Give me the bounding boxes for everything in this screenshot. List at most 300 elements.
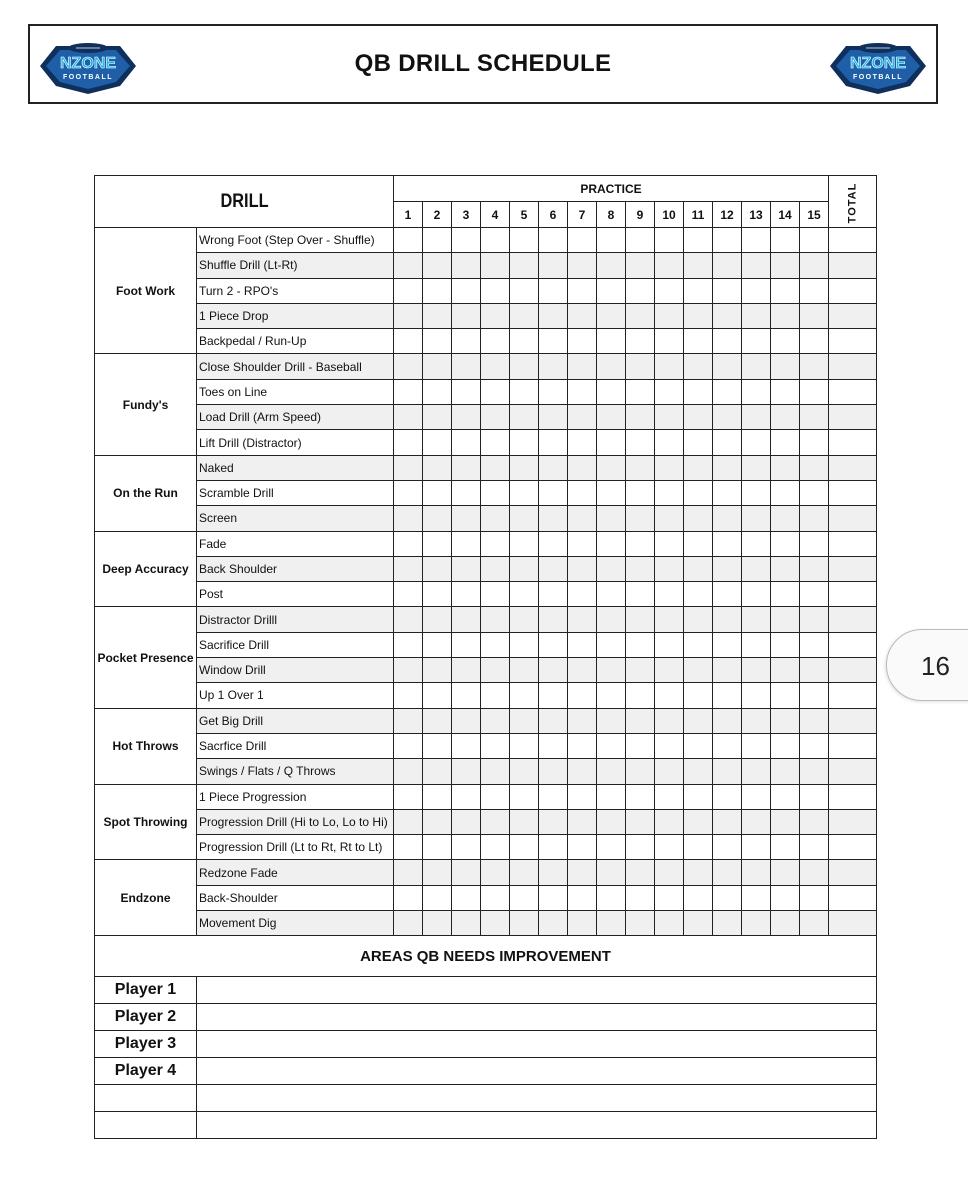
practice-check-cell[interactable]: [713, 632, 742, 657]
practice-check-cell[interactable]: [539, 582, 568, 607]
practice-check-cell[interactable]: [684, 632, 713, 657]
practice-check-cell[interactable]: [800, 809, 829, 834]
practice-check-cell[interactable]: [684, 582, 713, 607]
practice-check-cell[interactable]: [742, 379, 771, 404]
practice-check-cell[interactable]: [800, 228, 829, 253]
practice-check-cell[interactable]: [568, 632, 597, 657]
practice-check-cell[interactable]: [655, 455, 684, 480]
practice-check-cell[interactable]: [423, 480, 452, 505]
practice-check-cell[interactable]: [800, 632, 829, 657]
practice-check-cell[interactable]: [539, 809, 568, 834]
practice-check-cell[interactable]: [423, 835, 452, 860]
total-cell[interactable]: [829, 303, 877, 328]
practice-check-cell[interactable]: [539, 430, 568, 455]
practice-check-cell[interactable]: [800, 278, 829, 303]
practice-check-cell[interactable]: [655, 632, 684, 657]
practice-check-cell[interactable]: [481, 759, 510, 784]
total-cell[interactable]: [829, 607, 877, 632]
practice-check-cell[interactable]: [655, 835, 684, 860]
practice-check-cell[interactable]: [510, 506, 539, 531]
practice-check-cell[interactable]: [684, 784, 713, 809]
total-cell[interactable]: [829, 430, 877, 455]
practice-check-cell[interactable]: [510, 708, 539, 733]
practice-check-cell[interactable]: [800, 379, 829, 404]
practice-check-cell[interactable]: [684, 480, 713, 505]
practice-check-cell[interactable]: [394, 835, 423, 860]
practice-check-cell[interactable]: [481, 253, 510, 278]
practice-check-cell[interactable]: [568, 911, 597, 936]
practice-check-cell[interactable]: [423, 683, 452, 708]
practice-check-cell[interactable]: [655, 430, 684, 455]
improvement-notes-field[interactable]: [197, 977, 877, 1004]
practice-check-cell[interactable]: [626, 885, 655, 910]
practice-check-cell[interactable]: [684, 455, 713, 480]
total-cell[interactable]: [829, 329, 877, 354]
practice-check-cell[interactable]: [539, 607, 568, 632]
practice-check-cell[interactable]: [771, 759, 800, 784]
practice-check-cell[interactable]: [742, 506, 771, 531]
practice-check-cell[interactable]: [510, 911, 539, 936]
practice-check-cell[interactable]: [771, 455, 800, 480]
practice-check-cell[interactable]: [510, 784, 539, 809]
practice-check-cell[interactable]: [597, 556, 626, 581]
practice-check-cell[interactable]: [597, 455, 626, 480]
practice-check-cell[interactable]: [800, 658, 829, 683]
practice-check-cell[interactable]: [626, 253, 655, 278]
practice-check-cell[interactable]: [655, 531, 684, 556]
practice-check-cell[interactable]: [742, 683, 771, 708]
practice-check-cell[interactable]: [394, 253, 423, 278]
practice-check-cell[interactable]: [684, 683, 713, 708]
practice-check-cell[interactable]: [684, 759, 713, 784]
practice-check-cell[interactable]: [510, 658, 539, 683]
practice-check-cell[interactable]: [713, 228, 742, 253]
practice-check-cell[interactable]: [452, 303, 481, 328]
practice-check-cell[interactable]: [626, 835, 655, 860]
practice-check-cell[interactable]: [568, 708, 597, 733]
practice-check-cell[interactable]: [481, 733, 510, 758]
practice-check-cell[interactable]: [800, 911, 829, 936]
practice-check-cell[interactable]: [539, 253, 568, 278]
practice-check-cell[interactable]: [394, 430, 423, 455]
practice-check-cell[interactable]: [452, 708, 481, 733]
practice-check-cell[interactable]: [771, 708, 800, 733]
practice-check-cell[interactable]: [655, 582, 684, 607]
practice-check-cell[interactable]: [800, 480, 829, 505]
practice-check-cell[interactable]: [655, 556, 684, 581]
practice-check-cell[interactable]: [626, 708, 655, 733]
practice-check-cell[interactable]: [742, 329, 771, 354]
total-cell[interactable]: [829, 354, 877, 379]
practice-check-cell[interactable]: [423, 405, 452, 430]
practice-check-cell[interactable]: [394, 556, 423, 581]
practice-check-cell[interactable]: [568, 784, 597, 809]
practice-check-cell[interactable]: [481, 632, 510, 657]
practice-check-cell[interactable]: [713, 303, 742, 328]
practice-check-cell[interactable]: [713, 784, 742, 809]
total-cell[interactable]: [829, 708, 877, 733]
practice-check-cell[interactable]: [684, 658, 713, 683]
practice-check-cell[interactable]: [597, 632, 626, 657]
practice-check-cell[interactable]: [423, 759, 452, 784]
practice-check-cell[interactable]: [597, 658, 626, 683]
practice-check-cell[interactable]: [423, 531, 452, 556]
total-cell[interactable]: [829, 379, 877, 404]
practice-check-cell[interactable]: [394, 531, 423, 556]
practice-check-cell[interactable]: [597, 708, 626, 733]
practice-check-cell[interactable]: [481, 683, 510, 708]
practice-check-cell[interactable]: [713, 683, 742, 708]
practice-check-cell[interactable]: [771, 885, 800, 910]
practice-check-cell[interactable]: [742, 556, 771, 581]
practice-check-cell[interactable]: [713, 885, 742, 910]
practice-check-cell[interactable]: [510, 379, 539, 404]
practice-check-cell[interactable]: [510, 354, 539, 379]
practice-check-cell[interactable]: [510, 253, 539, 278]
practice-check-cell[interactable]: [539, 278, 568, 303]
practice-check-cell[interactable]: [626, 632, 655, 657]
total-cell[interactable]: [829, 582, 877, 607]
improvement-notes-field[interactable]: [197, 1085, 877, 1112]
practice-check-cell[interactable]: [742, 228, 771, 253]
practice-check-cell[interactable]: [481, 455, 510, 480]
practice-check-cell[interactable]: [568, 658, 597, 683]
practice-check-cell[interactable]: [655, 506, 684, 531]
practice-check-cell[interactable]: [742, 480, 771, 505]
practice-check-cell[interactable]: [568, 531, 597, 556]
practice-check-cell[interactable]: [655, 329, 684, 354]
practice-check-cell[interactable]: [539, 480, 568, 505]
practice-check-cell[interactable]: [597, 354, 626, 379]
practice-check-cell[interactable]: [510, 632, 539, 657]
practice-check-cell[interactable]: [510, 835, 539, 860]
practice-check-cell[interactable]: [394, 885, 423, 910]
practice-check-cell[interactable]: [510, 582, 539, 607]
practice-check-cell[interactable]: [481, 784, 510, 809]
practice-check-cell[interactable]: [423, 809, 452, 834]
practice-check-cell[interactable]: [423, 228, 452, 253]
practice-check-cell[interactable]: [394, 379, 423, 404]
practice-check-cell[interactable]: [394, 809, 423, 834]
practice-check-cell[interactable]: [771, 582, 800, 607]
practice-check-cell[interactable]: [713, 607, 742, 632]
practice-check-cell[interactable]: [539, 759, 568, 784]
practice-check-cell[interactable]: [800, 708, 829, 733]
practice-check-cell[interactable]: [568, 759, 597, 784]
practice-check-cell[interactable]: [655, 253, 684, 278]
practice-check-cell[interactable]: [423, 556, 452, 581]
practice-check-cell[interactable]: [423, 885, 452, 910]
practice-check-cell[interactable]: [539, 531, 568, 556]
practice-check-cell[interactable]: [684, 708, 713, 733]
practice-check-cell[interactable]: [713, 506, 742, 531]
practice-check-cell[interactable]: [713, 354, 742, 379]
practice-check-cell[interactable]: [713, 658, 742, 683]
practice-check-cell[interactable]: [597, 860, 626, 885]
practice-check-cell[interactable]: [423, 658, 452, 683]
practice-check-cell[interactable]: [423, 506, 452, 531]
practice-check-cell[interactable]: [568, 506, 597, 531]
improvement-notes-field[interactable]: [197, 1004, 877, 1031]
practice-check-cell[interactable]: [626, 658, 655, 683]
practice-check-cell[interactable]: [742, 531, 771, 556]
practice-check-cell[interactable]: [481, 278, 510, 303]
practice-check-cell[interactable]: [568, 885, 597, 910]
practice-check-cell[interactable]: [481, 860, 510, 885]
practice-check-cell[interactable]: [597, 303, 626, 328]
practice-check-cell[interactable]: [510, 329, 539, 354]
practice-check-cell[interactable]: [684, 607, 713, 632]
practice-check-cell[interactable]: [452, 506, 481, 531]
practice-check-cell[interactable]: [568, 228, 597, 253]
total-cell[interactable]: [829, 480, 877, 505]
practice-check-cell[interactable]: [655, 658, 684, 683]
practice-check-cell[interactable]: [800, 303, 829, 328]
practice-check-cell[interactable]: [626, 303, 655, 328]
practice-check-cell[interactable]: [626, 784, 655, 809]
practice-check-cell[interactable]: [742, 253, 771, 278]
practice-check-cell[interactable]: [423, 329, 452, 354]
practice-check-cell[interactable]: [481, 303, 510, 328]
practice-check-cell[interactable]: [597, 784, 626, 809]
practice-check-cell[interactable]: [539, 329, 568, 354]
practice-check-cell[interactable]: [626, 379, 655, 404]
practice-check-cell[interactable]: [713, 911, 742, 936]
practice-check-cell[interactable]: [568, 329, 597, 354]
practice-check-cell[interactable]: [713, 379, 742, 404]
practice-check-cell[interactable]: [626, 809, 655, 834]
practice-check-cell[interactable]: [800, 455, 829, 480]
practice-check-cell[interactable]: [771, 607, 800, 632]
practice-check-cell[interactable]: [568, 860, 597, 885]
practice-check-cell[interactable]: [626, 683, 655, 708]
practice-check-cell[interactable]: [481, 228, 510, 253]
total-cell[interactable]: [829, 632, 877, 657]
practice-check-cell[interactable]: [481, 480, 510, 505]
practice-check-cell[interactable]: [539, 455, 568, 480]
practice-check-cell[interactable]: [452, 455, 481, 480]
practice-check-cell[interactable]: [800, 430, 829, 455]
practice-check-cell[interactable]: [568, 278, 597, 303]
practice-check-cell[interactable]: [452, 835, 481, 860]
practice-check-cell[interactable]: [713, 531, 742, 556]
practice-check-cell[interactable]: [713, 759, 742, 784]
practice-check-cell[interactable]: [394, 708, 423, 733]
practice-check-cell[interactable]: [394, 733, 423, 758]
practice-check-cell[interactable]: [597, 405, 626, 430]
practice-check-cell[interactable]: [481, 835, 510, 860]
practice-check-cell[interactable]: [452, 556, 481, 581]
practice-check-cell[interactable]: [452, 733, 481, 758]
practice-check-cell[interactable]: [742, 455, 771, 480]
practice-check-cell[interactable]: [597, 278, 626, 303]
practice-check-cell[interactable]: [539, 835, 568, 860]
practice-check-cell[interactable]: [800, 759, 829, 784]
practice-check-cell[interactable]: [684, 329, 713, 354]
practice-check-cell[interactable]: [800, 531, 829, 556]
total-cell[interactable]: [829, 759, 877, 784]
practice-check-cell[interactable]: [684, 860, 713, 885]
practice-check-cell[interactable]: [742, 430, 771, 455]
practice-check-cell[interactable]: [742, 911, 771, 936]
practice-check-cell[interactable]: [684, 506, 713, 531]
practice-check-cell[interactable]: [597, 607, 626, 632]
practice-check-cell[interactable]: [626, 405, 655, 430]
practice-check-cell[interactable]: [655, 303, 684, 328]
practice-check-cell[interactable]: [394, 228, 423, 253]
practice-check-cell[interactable]: [771, 228, 800, 253]
practice-check-cell[interactable]: [684, 556, 713, 581]
total-cell[interactable]: [829, 531, 877, 556]
practice-check-cell[interactable]: [684, 228, 713, 253]
practice-check-cell[interactable]: [684, 278, 713, 303]
practice-check-cell[interactable]: [800, 784, 829, 809]
practice-check-cell[interactable]: [394, 582, 423, 607]
practice-check-cell[interactable]: [597, 506, 626, 531]
page-number-tab[interactable]: [886, 629, 968, 701]
practice-check-cell[interactable]: [655, 607, 684, 632]
practice-check-cell[interactable]: [452, 658, 481, 683]
practice-check-cell[interactable]: [771, 835, 800, 860]
practice-check-cell[interactable]: [771, 303, 800, 328]
practice-check-cell[interactable]: [626, 531, 655, 556]
practice-check-cell[interactable]: [597, 430, 626, 455]
practice-check-cell[interactable]: [742, 582, 771, 607]
practice-check-cell[interactable]: [568, 253, 597, 278]
practice-check-cell[interactable]: [394, 405, 423, 430]
practice-check-cell[interactable]: [481, 556, 510, 581]
practice-check-cell[interactable]: [481, 708, 510, 733]
practice-check-cell[interactable]: [568, 607, 597, 632]
practice-check-cell[interactable]: [539, 405, 568, 430]
practice-check-cell[interactable]: [568, 354, 597, 379]
practice-check-cell[interactable]: [394, 480, 423, 505]
practice-check-cell[interactable]: [539, 228, 568, 253]
practice-check-cell[interactable]: [655, 759, 684, 784]
practice-check-cell[interactable]: [655, 480, 684, 505]
practice-check-cell[interactable]: [742, 405, 771, 430]
practice-check-cell[interactable]: [626, 329, 655, 354]
practice-check-cell[interactable]: [771, 329, 800, 354]
practice-check-cell[interactable]: [800, 556, 829, 581]
practice-check-cell[interactable]: [394, 759, 423, 784]
practice-check-cell[interactable]: [568, 683, 597, 708]
practice-check-cell[interactable]: [713, 405, 742, 430]
practice-check-cell[interactable]: [539, 632, 568, 657]
practice-check-cell[interactable]: [452, 379, 481, 404]
practice-check-cell[interactable]: [481, 607, 510, 632]
practice-check-cell[interactable]: [481, 531, 510, 556]
practice-check-cell[interactable]: [713, 835, 742, 860]
practice-check-cell[interactable]: [539, 683, 568, 708]
practice-check-cell[interactable]: [597, 379, 626, 404]
practice-check-cell[interactable]: [568, 480, 597, 505]
practice-check-cell[interactable]: [568, 582, 597, 607]
practice-check-cell[interactable]: [452, 809, 481, 834]
practice-check-cell[interactable]: [394, 632, 423, 657]
practice-check-cell[interactable]: [800, 405, 829, 430]
practice-check-cell[interactable]: [771, 556, 800, 581]
practice-check-cell[interactable]: [626, 354, 655, 379]
practice-check-cell[interactable]: [597, 911, 626, 936]
practice-check-cell[interactable]: [684, 354, 713, 379]
practice-check-cell[interactable]: [481, 430, 510, 455]
practice-check-cell[interactable]: [452, 405, 481, 430]
practice-check-cell[interactable]: [742, 835, 771, 860]
total-cell[interactable]: [829, 253, 877, 278]
practice-check-cell[interactable]: [452, 582, 481, 607]
total-cell[interactable]: [829, 885, 877, 910]
practice-check-cell[interactable]: [713, 708, 742, 733]
practice-check-cell[interactable]: [481, 658, 510, 683]
practice-check-cell[interactable]: [684, 733, 713, 758]
improvement-notes-field[interactable]: [197, 1058, 877, 1085]
practice-check-cell[interactable]: [510, 733, 539, 758]
practice-check-cell[interactable]: [452, 228, 481, 253]
practice-check-cell[interactable]: [510, 607, 539, 632]
practice-check-cell[interactable]: [510, 531, 539, 556]
practice-check-cell[interactable]: [742, 658, 771, 683]
practice-check-cell[interactable]: [655, 228, 684, 253]
total-cell[interactable]: [829, 228, 877, 253]
practice-check-cell[interactable]: [626, 480, 655, 505]
practice-check-cell[interactable]: [684, 835, 713, 860]
practice-check-cell[interactable]: [394, 860, 423, 885]
practice-check-cell[interactable]: [713, 430, 742, 455]
practice-check-cell[interactable]: [655, 784, 684, 809]
practice-check-cell[interactable]: [481, 885, 510, 910]
total-cell[interactable]: [829, 784, 877, 809]
practice-check-cell[interactable]: [452, 278, 481, 303]
practice-check-cell[interactable]: [800, 506, 829, 531]
practice-check-cell[interactable]: [655, 379, 684, 404]
practice-check-cell[interactable]: [597, 531, 626, 556]
practice-check-cell[interactable]: [800, 733, 829, 758]
practice-check-cell[interactable]: [394, 911, 423, 936]
practice-check-cell[interactable]: [568, 430, 597, 455]
practice-check-cell[interactable]: [713, 278, 742, 303]
practice-check-cell[interactable]: [568, 405, 597, 430]
practice-check-cell[interactable]: [452, 860, 481, 885]
practice-check-cell[interactable]: [742, 708, 771, 733]
practice-check-cell[interactable]: [771, 480, 800, 505]
practice-check-cell[interactable]: [539, 658, 568, 683]
practice-check-cell[interactable]: [713, 809, 742, 834]
practice-check-cell[interactable]: [713, 253, 742, 278]
total-cell[interactable]: [829, 733, 877, 758]
practice-check-cell[interactable]: [771, 278, 800, 303]
practice-check-cell[interactable]: [655, 683, 684, 708]
practice-check-cell[interactable]: [684, 531, 713, 556]
practice-check-cell[interactable]: [713, 329, 742, 354]
practice-check-cell[interactable]: [423, 278, 452, 303]
practice-check-cell[interactable]: [510, 556, 539, 581]
total-cell[interactable]: [829, 455, 877, 480]
practice-check-cell[interactable]: [742, 733, 771, 758]
practice-check-cell[interactable]: [800, 354, 829, 379]
practice-check-cell[interactable]: [394, 278, 423, 303]
practice-check-cell[interactable]: [423, 253, 452, 278]
practice-check-cell[interactable]: [539, 303, 568, 328]
practice-check-cell[interactable]: [684, 303, 713, 328]
practice-check-cell[interactable]: [771, 354, 800, 379]
practice-check-cell[interactable]: [394, 784, 423, 809]
practice-check-cell[interactable]: [626, 430, 655, 455]
practice-check-cell[interactable]: [452, 885, 481, 910]
practice-check-cell[interactable]: [800, 607, 829, 632]
practice-check-cell[interactable]: [452, 784, 481, 809]
practice-check-cell[interactable]: [800, 582, 829, 607]
